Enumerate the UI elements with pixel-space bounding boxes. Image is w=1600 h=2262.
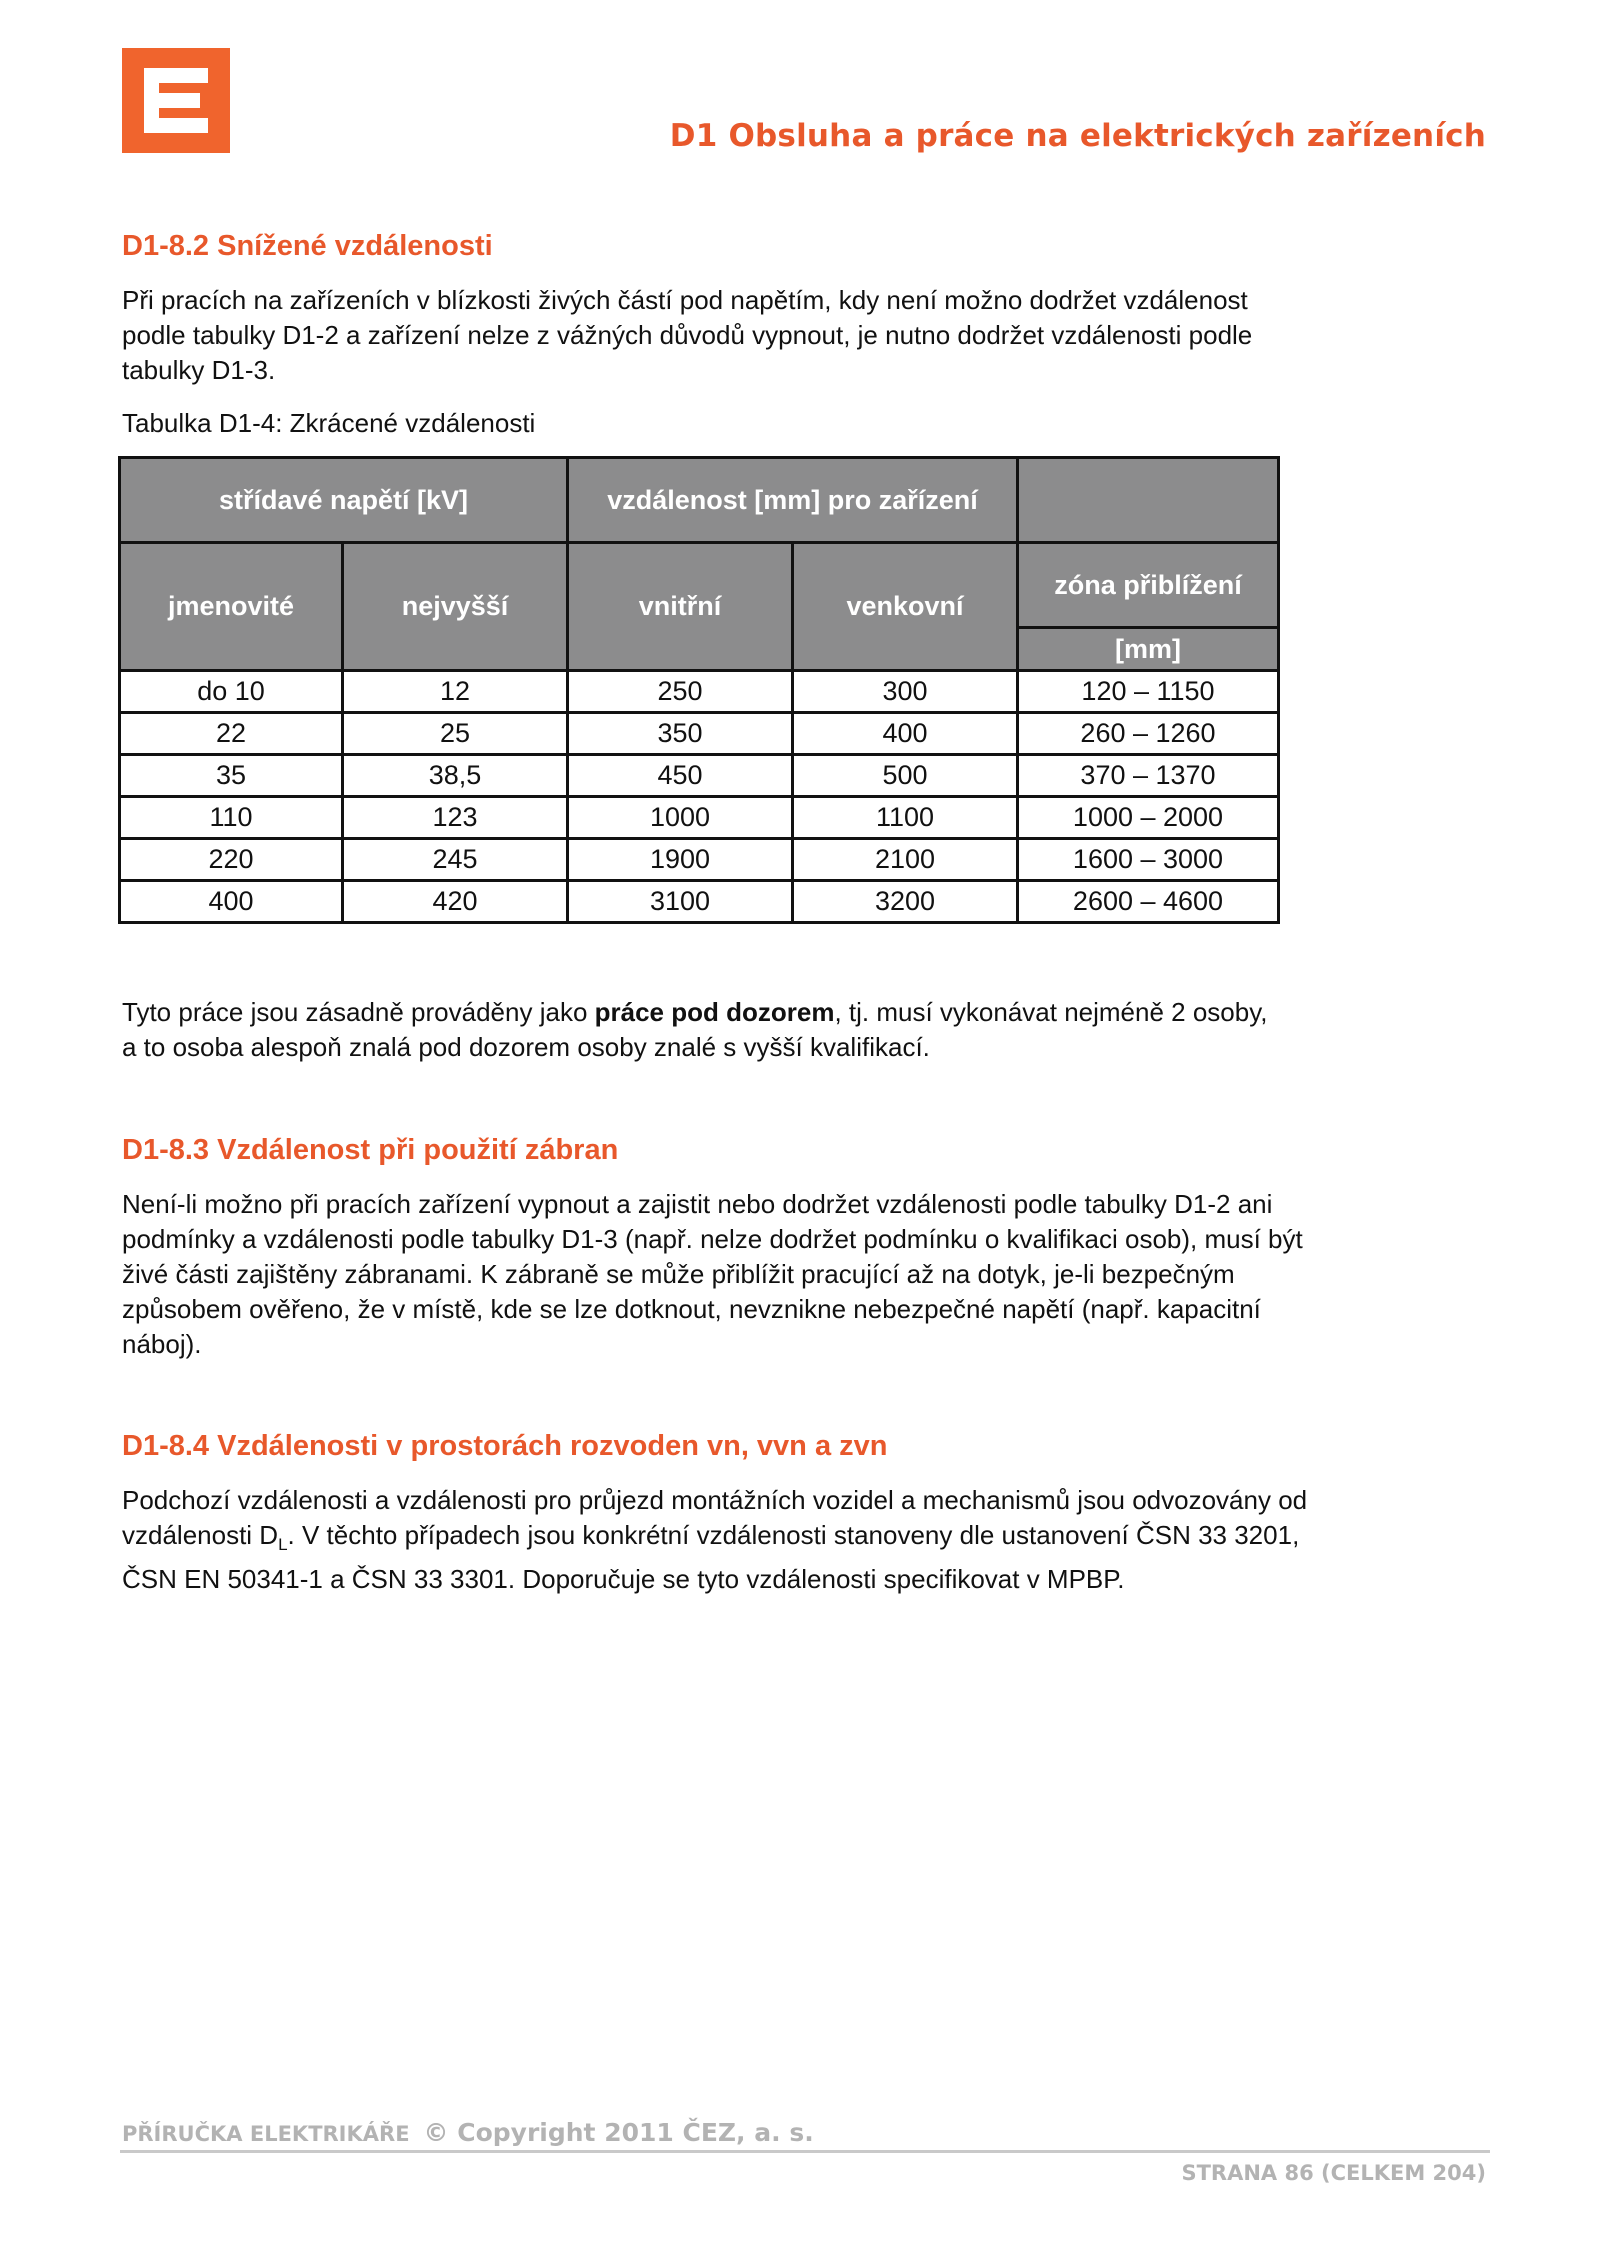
distance-table (118, 456, 1280, 924)
header-approach-zone: zóna přiblížení (1018, 543, 1279, 628)
cell-zone: 1000 – 2000 (1018, 797, 1279, 839)
cell-indoor: 1900 (568, 839, 793, 881)
header-approach-zone-unit: [mm] (1018, 628, 1279, 671)
cell-outdoor: 500 (793, 755, 1018, 797)
header-ac-voltage: střídavé napětí [kV] (120, 458, 568, 543)
cell-outdoor: 400 (793, 713, 1018, 755)
footer-copyright: © Copyright 2011 ČEZ, a. s. (423, 2118, 814, 2147)
text-line: živé části zajištěny zábranami. K zábraně se může přiblížit pracující až na dotyk, je-li bezpečným (122, 1259, 1235, 1289)
cell-highest: 245 (343, 839, 568, 881)
note-text: , tj. musí vykonávat nejméně 2 osoby, (834, 997, 1268, 1027)
cell-outdoor: 3200 (793, 881, 1018, 923)
header-distance-for-equipment: vzdálenost [mm] pro zařízení (568, 458, 1018, 543)
note-text: Tyto práce jsou zásadně prováděny jako (122, 997, 595, 1027)
header-empty-cell (1018, 458, 1279, 543)
text-line: vzdálenosti D (122, 1520, 279, 1550)
cell-nominal: 22 (120, 713, 343, 755)
section-heading-substations: D1-8.4 Vzdálenosti v prostorách rozvoden vn, vvn a zvn (122, 1430, 888, 1462)
table-row (120, 713, 1279, 755)
cell-indoor: 3100 (568, 881, 793, 923)
text-line: Podchozí vzdálenosti a vzdálenosti pro průjezd montážních vozidel a mechanismů jsou odvozovány od (122, 1485, 1308, 1515)
text-line: tabulky D1-3. (122, 355, 276, 385)
cell-zone: 370 – 1370 (1018, 755, 1279, 797)
text-line: podmínky a vzdálenosti podle tabulky D1-3 (např. nelze dodržet podmínku o kvalifikaci osob), musí být (122, 1224, 1303, 1254)
cell-zone: 260 – 1260 (1018, 713, 1279, 755)
cell-indoor: 450 (568, 755, 793, 797)
footer-page-number: STRANA 86 (CELKEM 204) (1181, 2161, 1486, 2185)
table-row (120, 839, 1279, 881)
header-indoor: vnitřní (568, 543, 793, 671)
cell-indoor: 1000 (568, 797, 793, 839)
header-highest: nejvyšší (343, 543, 568, 671)
page-header-title: D1 Obsluha a práce na elektrických zařízeních (669, 118, 1486, 154)
cell-outdoor: 300 (793, 671, 1018, 713)
footer-left (122, 2118, 814, 2147)
header-outdoor: venkovní (793, 543, 1018, 671)
cell-zone: 1600 – 3000 (1018, 839, 1279, 881)
table-row (120, 671, 1279, 713)
section-heading-barriers: D1-8.3 Vzdálenost při použití zábran (122, 1134, 619, 1166)
subscript: L (278, 1535, 288, 1555)
note-emphasis: práce pod dozorem (594, 997, 835, 1027)
cell-outdoor: 1100 (793, 797, 1018, 839)
cell-nominal: 400 (120, 881, 343, 923)
supervision-note (122, 995, 1492, 1065)
section-3-paragraph (122, 1483, 1492, 1597)
header-nominal: jmenovité (120, 543, 343, 671)
cell-outdoor: 2100 (793, 839, 1018, 881)
cell-nominal: 220 (120, 839, 343, 881)
footer-publication: PŘÍRUČKA ELEKTRIKÁŘE (122, 2122, 410, 2146)
cell-highest: 38,5 (343, 755, 568, 797)
table-caption: Tabulka D1-4: Zkrácené vzdálenosti (122, 408, 536, 438)
cell-highest: 123 (343, 797, 568, 839)
table-row (120, 881, 1279, 923)
text-line: Není-li možno při pracích zařízení vypnout a zajistit nebo dodržet vzdálenosti podle tabulky D1-2 ani (122, 1189, 1273, 1219)
note-text: a to osoba alespoň znalá pod dozorem osoby znalé s vyšší kvalifikací. (122, 1032, 930, 1062)
cell-indoor: 350 (568, 713, 793, 755)
cell-nominal: do 10 (120, 671, 343, 713)
cell-zone: 120 – 1150 (1018, 671, 1279, 713)
text-line: . V těchto případech jsou konkrétní vzdálenosti stanoveny dle ustanovení ČSN 33 3201, (287, 1520, 1300, 1550)
cell-highest: 12 (343, 671, 568, 713)
table-row (120, 797, 1279, 839)
cell-zone: 2600 – 4600 (1018, 881, 1279, 923)
cell-highest: 25 (343, 713, 568, 755)
footer-divider (120, 2150, 1490, 2153)
cell-nominal: 35 (120, 755, 343, 797)
cell-highest: 420 (343, 881, 568, 923)
cez-logo (122, 48, 230, 153)
text-line: způsobem ověřeno, že v místě, kde se lze dotknout, nevznikne nebezpečné napětí (např. kapacitní (122, 1294, 1261, 1324)
cell-indoor: 250 (568, 671, 793, 713)
text-line: podle tabulky D1-2 a zařízení nelze z vážných důvodů vypnout, je nutno dodržet vzdálenosti podle (122, 320, 1253, 350)
text-line: náboj). (122, 1329, 202, 1359)
section-1-paragraph (122, 283, 1492, 388)
section-heading-reduced-distances: D1-8.2 Snížené vzdálenosti (122, 230, 493, 262)
text-line: ČSN EN 50341-1 a ČSN 33 3301. Doporučuje se tyto vzdálenosti specifikovat v MPBP. (122, 1564, 1125, 1595)
cell-nominal: 110 (120, 797, 343, 839)
section-2-paragraph (122, 1187, 1492, 1362)
table-row (120, 755, 1279, 797)
text-line: Při pracích na zařízeních v blízkosti živých částí pod napětím, kdy není možno dodržet vzdálenost (122, 285, 1248, 315)
